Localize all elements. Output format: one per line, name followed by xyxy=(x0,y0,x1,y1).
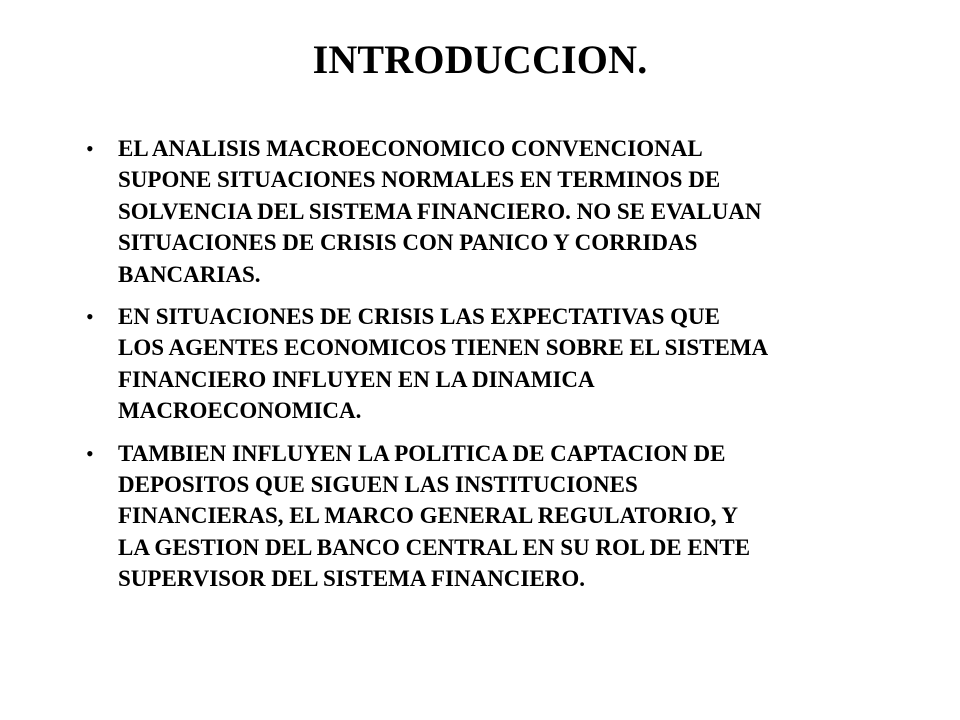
bullet-text-line: EL ANALISIS MACROECONOMICO CONVENCIONAL xyxy=(118,136,703,161)
bullet-text-line: EN SITUACIONES DE CRISIS LAS EXPECTATIVAS QUE xyxy=(118,304,721,330)
bullet-text-line: FINANCIERO INFLUYEN EN LA DINAMICA xyxy=(118,366,595,392)
bullet-text-line: LA GESTION DEL BANCO CENTRAL EN SU ROL DE ENTE xyxy=(118,534,751,560)
bullet-text-line: FINANCIERAS, EL MARCO GENERAL REGULATORIO, Y xyxy=(118,503,739,529)
bullet-text-line: BANCARIAS. xyxy=(118,261,261,287)
bullet-text-line: SITUACIONES DE CRISIS CON PANICO Y CORRIDAS xyxy=(118,230,698,256)
bullet-list xyxy=(80,133,880,606)
bullet-text-line: MACROECONOMICA. xyxy=(118,398,362,424)
bullet-item xyxy=(80,133,880,290)
bullet-text-line: SOLVENCIA DEL SISTEMA FINANCIERO. NO SE EVALUAN xyxy=(118,198,762,224)
bullet-dot-icon: • xyxy=(86,440,94,466)
slide-title: INTRODUCCION. xyxy=(312,37,648,82)
bullet-text-line: SUPONE SITUACIONES NORMALES EN TERMINOS DE xyxy=(118,167,721,193)
bullet-text-line: TAMBIEN INFLUYEN LA POLITICA DE CAPTACION DE xyxy=(118,440,726,466)
bullet-text-line: DEPOSITOS QUE SIGUEN LAS INSTITUCIONES xyxy=(118,472,638,498)
bullet-text-line: SUPERVISOR DEL SISTEMA FINANCIERO. xyxy=(118,566,585,592)
bullet-dot-icon: • xyxy=(86,136,94,161)
bullet-item xyxy=(80,301,880,427)
bullet-item xyxy=(80,438,880,595)
bullet-dot-icon: • xyxy=(86,304,94,330)
bullet-text-line: LOS AGENTES ECONOMICOS TIENEN SOBRE EL SISTEMA xyxy=(118,335,769,361)
